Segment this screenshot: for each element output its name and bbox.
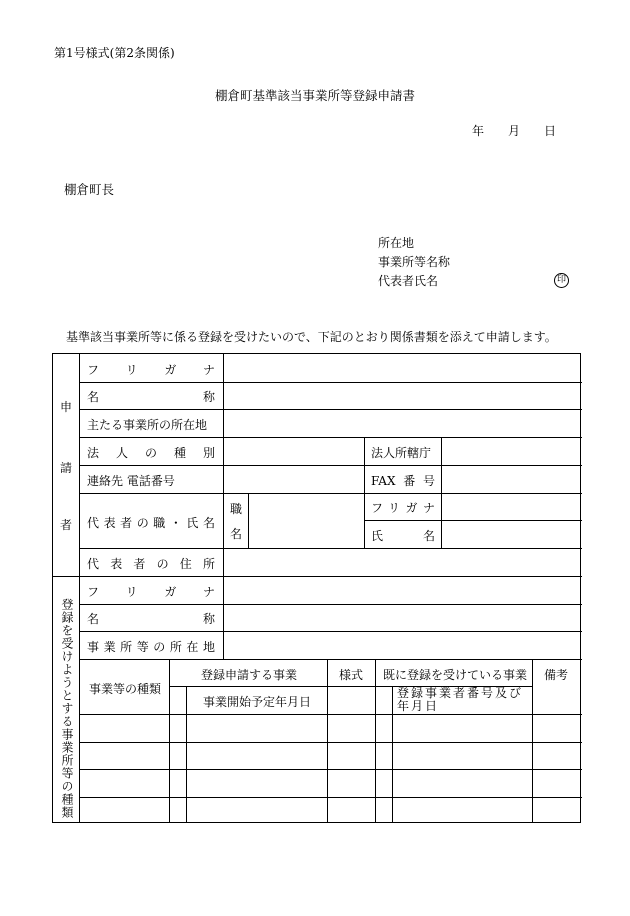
corporation-authority-label: 法人所轄庁	[371, 446, 432, 460]
date-line	[472, 122, 556, 139]
rep-name-label: 氏 名	[371, 529, 435, 543]
applicant-header-char-3: 者	[60, 518, 73, 532]
applicant-header-char-2: 請	[60, 461, 73, 475]
application-form-table	[52, 353, 581, 823]
registration-furigana-label: フ リ ガ ナ	[87, 585, 215, 599]
addressee: 棚倉町長	[64, 182, 115, 197]
representative-label: 代表者氏名	[378, 274, 439, 288]
rep-address-label: 代表者の住所	[87, 557, 215, 571]
registration-name-label: 名 称	[87, 612, 215, 626]
business-name-label: 事業所等名称	[378, 255, 451, 269]
remarks-header: 備考	[544, 668, 569, 682]
seal-mark: 印	[554, 273, 569, 288]
rep-title-name-label: 代表者の職・氏名	[87, 516, 215, 530]
applicant-name-label: 名 称	[87, 390, 215, 404]
fax-number-label: FAX番号	[371, 474, 435, 488]
applicant-block	[378, 234, 450, 291]
office-address-label: 事業所等の所在地	[87, 640, 215, 654]
date-year: 年	[472, 124, 485, 138]
title-char-1: 職	[230, 502, 243, 516]
date-month: 月	[508, 124, 521, 138]
start-date-header: 事業開始予定年月日	[203, 695, 312, 709]
form-number: 第1号様式(第2条関係)	[54, 46, 175, 60]
corporation-type-label: 法 人 の 種 別	[87, 446, 215, 460]
registration-header: 登録を受けようとする事業所等の種類	[60, 598, 74, 819]
main-office-address-label: 主たる事業所の所在地	[87, 418, 208, 432]
contact-phone-label: 連絡先 電話番号	[87, 474, 175, 488]
title-char-2: 名	[230, 527, 243, 541]
rep-furigana-label: フリガナ	[371, 501, 435, 515]
applicant-furigana-label: フ リ ガ ナ	[87, 363, 215, 377]
business-type-header: 事業等の種類	[89, 682, 162, 696]
format-header: 様式	[339, 668, 364, 682]
address-label: 所在地	[378, 236, 415, 250]
applicant-header-char-1: 申	[60, 400, 73, 414]
page-title: 棚倉町基準該当事業所等登録申請書	[214, 88, 415, 103]
date-day: 日	[544, 124, 557, 138]
already-registered-header: 既に登録を受けている事業	[383, 668, 528, 682]
applying-business-header: 登録申請する事業	[201, 668, 298, 682]
registration-number-date-header: 登録事業者番号及び年月日	[397, 686, 524, 713]
intro-text: 基準該当事業所等に係る登録を受けたいので、下記のとおり関係書類を添えて申請します。	[66, 330, 557, 344]
